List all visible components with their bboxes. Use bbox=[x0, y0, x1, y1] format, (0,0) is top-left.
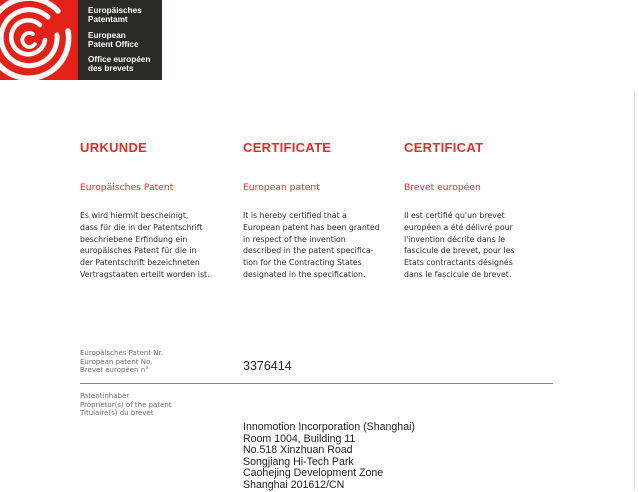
column-subtitle: European patent bbox=[243, 182, 320, 193]
column-subtitle: Brevet européen bbox=[404, 182, 481, 193]
column-body: It is hereby certified that a European patent has been granted in respect of the invention described in the patent specifica- tion for the Contracting States designated in the specification. bbox=[243, 211, 380, 279]
logo-text-de: Europäisches Patentamt bbox=[88, 6, 142, 24]
patent-number-label: Europäisches Patent Nr. European patent No. Brevet européen n° bbox=[80, 349, 164, 375]
logo-text-fr: Office européen des brevets bbox=[88, 55, 151, 73]
logo-text-en: European Patent Office bbox=[88, 31, 139, 49]
column-subtitle: Europäisches Patent bbox=[80, 182, 174, 193]
column-body: Il est certifié qu'un brevet européen a été délivré pour l'invention décrite dans le fascicule de brevet, pour les Etats contractants désignés dans le fascicule de brevet. bbox=[404, 211, 515, 279]
page-edge bbox=[634, 92, 635, 490]
epo-logo-icon bbox=[0, 0, 78, 80]
column-english bbox=[243, 140, 403, 279]
column-french bbox=[404, 140, 564, 279]
column-title: CERTIFICATE bbox=[243, 140, 332, 155]
proprietor-label: Patentinhaber Proprietor(s) of the patent Titulaire(s) du brevet bbox=[80, 392, 172, 418]
column-title: URKUNDE bbox=[80, 140, 148, 155]
column-german bbox=[80, 140, 240, 279]
column-body: Es wird hiermit bescheinigt, dass für die in der Patentschrift beschriebene Erfindung ein europäisches Patent für die in der Patentschrift bezeichneten Vertragstaaten erteilt worden ist. bbox=[80, 211, 210, 279]
divider-line bbox=[80, 383, 553, 384]
column-title: CERTIFICAT bbox=[404, 140, 484, 155]
proprietor-address: Innomotion Incorporation (Shanghai) Room 1004, Building 11 No.518 Xinzhuan Road Songjiang Hi-Tech Park Caohejing Development Zone Shanghai 201612/CN bbox=[243, 421, 415, 491]
patent-number-value: 3376414 bbox=[243, 359, 292, 373]
